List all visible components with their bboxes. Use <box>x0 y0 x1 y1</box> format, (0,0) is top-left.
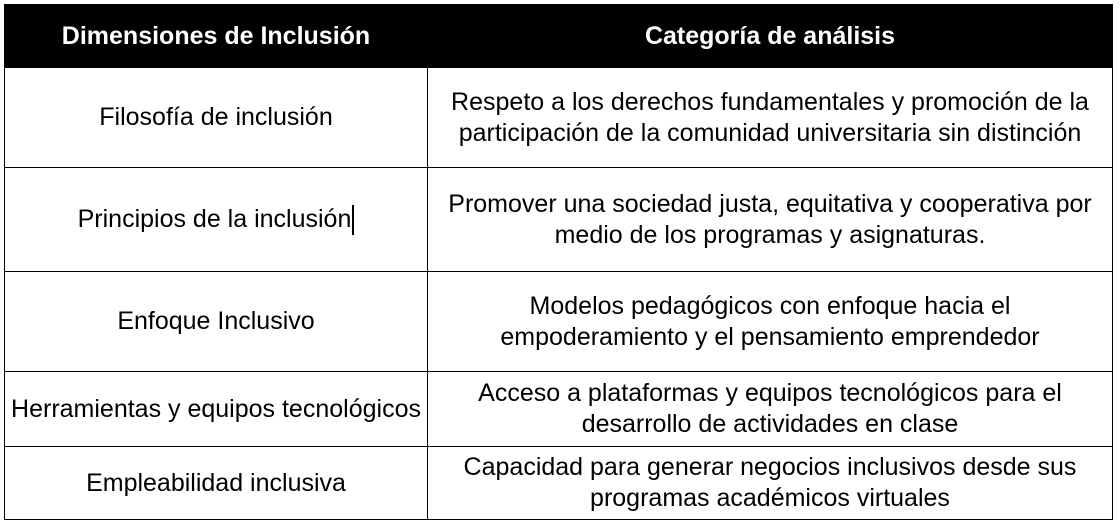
dimension-cell: Enfoque Inclusivo <box>5 272 428 372</box>
table-header-row <box>5 5 1113 68</box>
category-cell: Acceso a plataformas y equipos tecnológicos para el desarrollo de actividades en clase <box>428 372 1113 447</box>
category-cell: Promover una sociedad justa, equitativa y cooperativa por medio de los programas y asignaturas. <box>428 168 1113 272</box>
table-row <box>5 68 1113 168</box>
table-row <box>5 272 1113 372</box>
table-row <box>5 447 1113 520</box>
header-dimensions: Dimensiones de Inclusión <box>5 5 428 68</box>
dimension-text: Principios de la inclusión <box>77 204 352 233</box>
dimension-cell: Filosofía de inclusión <box>5 68 428 168</box>
inclusion-table <box>4 4 1113 520</box>
table-row <box>5 168 1113 272</box>
category-cell: Capacidad para generar negocios inclusivos desde sus programas académicos virtuales <box>428 447 1113 520</box>
header-category: Categoría de análisis <box>428 5 1113 68</box>
category-cell: Modelos pedagógicos con enfoque hacia el empoderamiento y el pensamiento emprendedor <box>428 272 1113 372</box>
dimension-cell[interactable] <box>5 168 428 272</box>
table-row <box>5 372 1113 447</box>
dimension-cell: Empleabilidad inclusiva <box>5 447 428 520</box>
text-cursor <box>352 205 354 235</box>
category-cell: Respeto a los derechos fundamentales y promoción de la participación de la comunidad universitaria sin distinción <box>428 68 1113 168</box>
dimension-cell: Herramientas y equipos tecnológicos <box>5 372 428 447</box>
